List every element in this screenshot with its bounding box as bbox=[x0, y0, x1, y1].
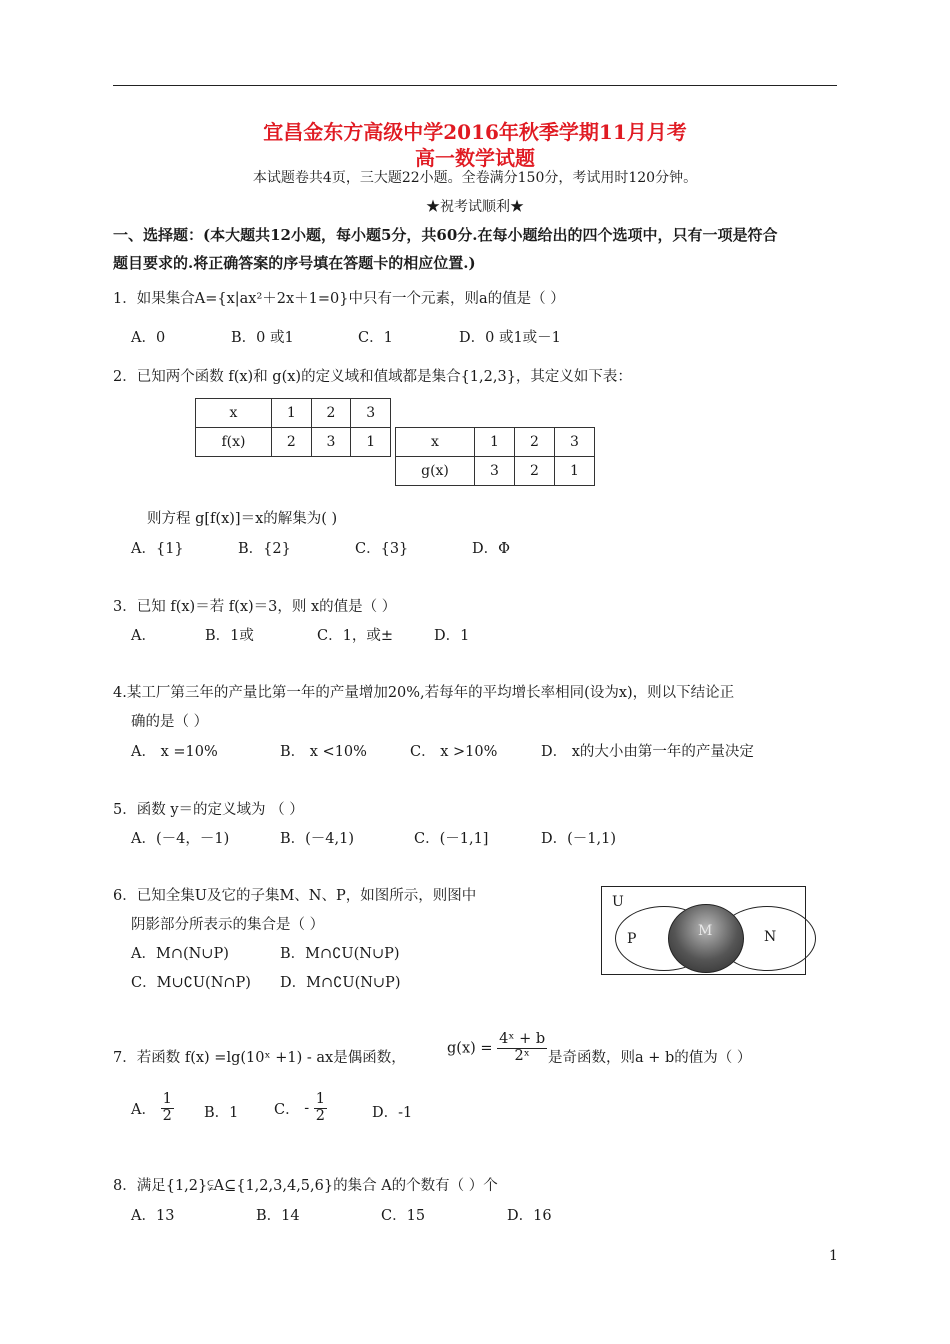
q1-option-d: D．0 或1或－1 bbox=[459, 330, 561, 346]
q7-option-a bbox=[131, 1092, 174, 1125]
q5-option-a: A．(－4，－1) bbox=[131, 831, 230, 847]
q7-option-c-sign: - bbox=[304, 1100, 310, 1117]
question-2: 2．已知两个函数 f(x)和 g(x)的定义域和值域都是集合{1,2,3}，其定义如下表： bbox=[113, 369, 632, 385]
q6-option-c: C．M∪∁U(N∩P) bbox=[131, 975, 251, 991]
q8-option-d: D．16 bbox=[507, 1208, 552, 1224]
q8-option-c: C．15 bbox=[381, 1208, 426, 1224]
venn-label-m: M bbox=[698, 923, 713, 939]
q8-option-a: A．13 bbox=[131, 1208, 175, 1224]
q7-option-c-num: 1 bbox=[315, 1091, 325, 1107]
q2-option-c: C．{3} bbox=[355, 541, 409, 557]
table-g-cell: 1 bbox=[555, 457, 595, 486]
q2-option-a: A．{1} bbox=[131, 541, 184, 557]
question-3: 3．已知 f(x)＝若 f(x)＝3，则 x的值是（ ） bbox=[113, 599, 397, 615]
table-f-header-2: 2 bbox=[311, 399, 351, 428]
q4-option-d: D． x的大小由第一年的产量决定 bbox=[541, 744, 754, 760]
table-f-cell: 2 bbox=[272, 428, 312, 457]
q7-option-c-fraction bbox=[314, 1092, 327, 1125]
table-g-header-1: 1 bbox=[475, 428, 515, 457]
question-7-cont: 是奇函数，则a + b的值为（ ） bbox=[548, 1050, 752, 1066]
question-1: 1．如果集合A={x|ax²＋2x＋1=0}中只有一个元素，则a的值是（ ） bbox=[113, 291, 565, 307]
table-f-header-3: 3 bbox=[351, 399, 391, 428]
q7-option-d: D．-1 bbox=[372, 1105, 413, 1121]
q3-option-a: A． bbox=[131, 628, 156, 644]
q7-option-a-label: A． bbox=[131, 1101, 156, 1118]
q7-g-label: g(x) = bbox=[447, 1040, 493, 1057]
venn-label-u: U bbox=[612, 894, 624, 910]
table-f-header-x: x bbox=[196, 399, 272, 428]
q2-substem: 则方程 g[f(x)]＝x的解集为( ) bbox=[147, 511, 338, 527]
question-4: 4.某工厂第三年的产量比第一年的产量增加20%,若每年的平均增长率相同(设为x)，则以下结论正 bbox=[113, 685, 735, 701]
question-8: 8．满足{1,2}⫋A⊆{1,2,3,4,5,6}的集合 A的个数有（ ）个 bbox=[113, 1178, 498, 1194]
question-4-cont: 确的是（ ） bbox=[131, 714, 209, 730]
table-f-cell: 3 bbox=[311, 428, 351, 457]
table-g-header-2: 2 bbox=[515, 428, 555, 457]
q4-option-c: C． x >10% bbox=[410, 744, 498, 760]
q3-option-c: C．1，或± bbox=[317, 628, 393, 644]
table-f bbox=[195, 398, 391, 457]
q7-option-c bbox=[274, 1092, 327, 1125]
exam-title: 宜昌金东方高级中学2016年秋季学期11月月考 bbox=[263, 120, 687, 144]
section-heading-cont: 题目要求的.将正确答案的序号填在答题卡的相应位置.) bbox=[113, 254, 476, 272]
table-g-header-3: 3 bbox=[555, 428, 595, 457]
q6-option-d: D．M∩∁U(N∪P) bbox=[280, 975, 401, 991]
question-7: 7．若函数 f(x) =lg(10ˣ +1) - ax是偶函数， bbox=[113, 1050, 406, 1066]
q1-option-b: B．0 或1 bbox=[231, 330, 294, 346]
q7-option-b: B．1 bbox=[204, 1105, 239, 1121]
q7-option-a-num: 1 bbox=[162, 1091, 172, 1107]
question-6-cont: 阴影部分所表示的集合是（ ） bbox=[131, 917, 325, 933]
q6-option-b: B．M∩∁U(N∪P) bbox=[280, 946, 400, 962]
q2-option-d: D．Φ bbox=[472, 541, 511, 557]
venn-label-p: P bbox=[627, 931, 637, 947]
table-g-cell: 2 bbox=[515, 457, 555, 486]
q7-option-a-den: 2 bbox=[162, 1107, 172, 1124]
table-f-header-1: 1 bbox=[272, 399, 312, 428]
q7-g-fraction bbox=[497, 1032, 547, 1065]
q5-option-b: B．(－4,1) bbox=[280, 831, 355, 847]
section-heading: 一、选择题：(本大题共12小题，每小题5分，共60分.在每小题给出的四个选项中，只有一项是符合 bbox=[113, 226, 778, 244]
q4-option-a: A． x =10% bbox=[131, 744, 218, 760]
question-5: 5．函数 y＝的定义域为 （ ） bbox=[113, 802, 304, 818]
table-g bbox=[395, 427, 595, 486]
q5-option-d: D．(－1,1) bbox=[541, 831, 616, 847]
q7-g-expression bbox=[447, 1032, 547, 1065]
q6-option-a: A．M∩(N∪P) bbox=[131, 946, 229, 962]
q1-option-c: C．1 bbox=[358, 330, 393, 346]
header-rule bbox=[113, 85, 837, 86]
q2-option-b: B．{2} bbox=[238, 541, 291, 557]
table-g-header-x: x bbox=[396, 428, 475, 457]
venn-diagram bbox=[601, 886, 806, 975]
q5-option-c: C．(－1,1] bbox=[414, 831, 489, 847]
q3-option-b: B．1或 bbox=[205, 628, 254, 644]
q7-option-a-fraction bbox=[161, 1092, 174, 1125]
exam-info: 本试题卷共4页，三大题22小题。全卷满分150分，考试用时120分钟。 bbox=[252, 170, 698, 186]
q7-g-numerator: 4ˣ + b bbox=[499, 1031, 546, 1047]
exam-subtitle: 高一数学试题 bbox=[415, 146, 535, 170]
q7-option-c-label: C． bbox=[274, 1101, 300, 1118]
table-f-cell: 1 bbox=[351, 428, 391, 457]
q1-option-a: A．0 bbox=[131, 330, 166, 346]
table-f-label: f(x) bbox=[196, 428, 272, 457]
q7-g-denominator: 2ˣ bbox=[514, 1047, 530, 1064]
q7-option-c-den: 2 bbox=[315, 1107, 325, 1124]
table-g-cell: 3 bbox=[475, 457, 515, 486]
q4-option-b: B． x <10% bbox=[280, 744, 367, 760]
good-luck-line: ★祝考试顺利★ bbox=[426, 199, 524, 215]
page-number: 1 bbox=[829, 1248, 838, 1264]
venn-label-n: N bbox=[764, 929, 777, 945]
table-g-label: g(x) bbox=[396, 457, 475, 486]
question-6: 6．已知全集U及它的子集M、N、P，如图所示，则图中 bbox=[113, 888, 477, 904]
q3-option-d: D．1 bbox=[434, 628, 470, 644]
q8-option-b: B．14 bbox=[256, 1208, 300, 1224]
